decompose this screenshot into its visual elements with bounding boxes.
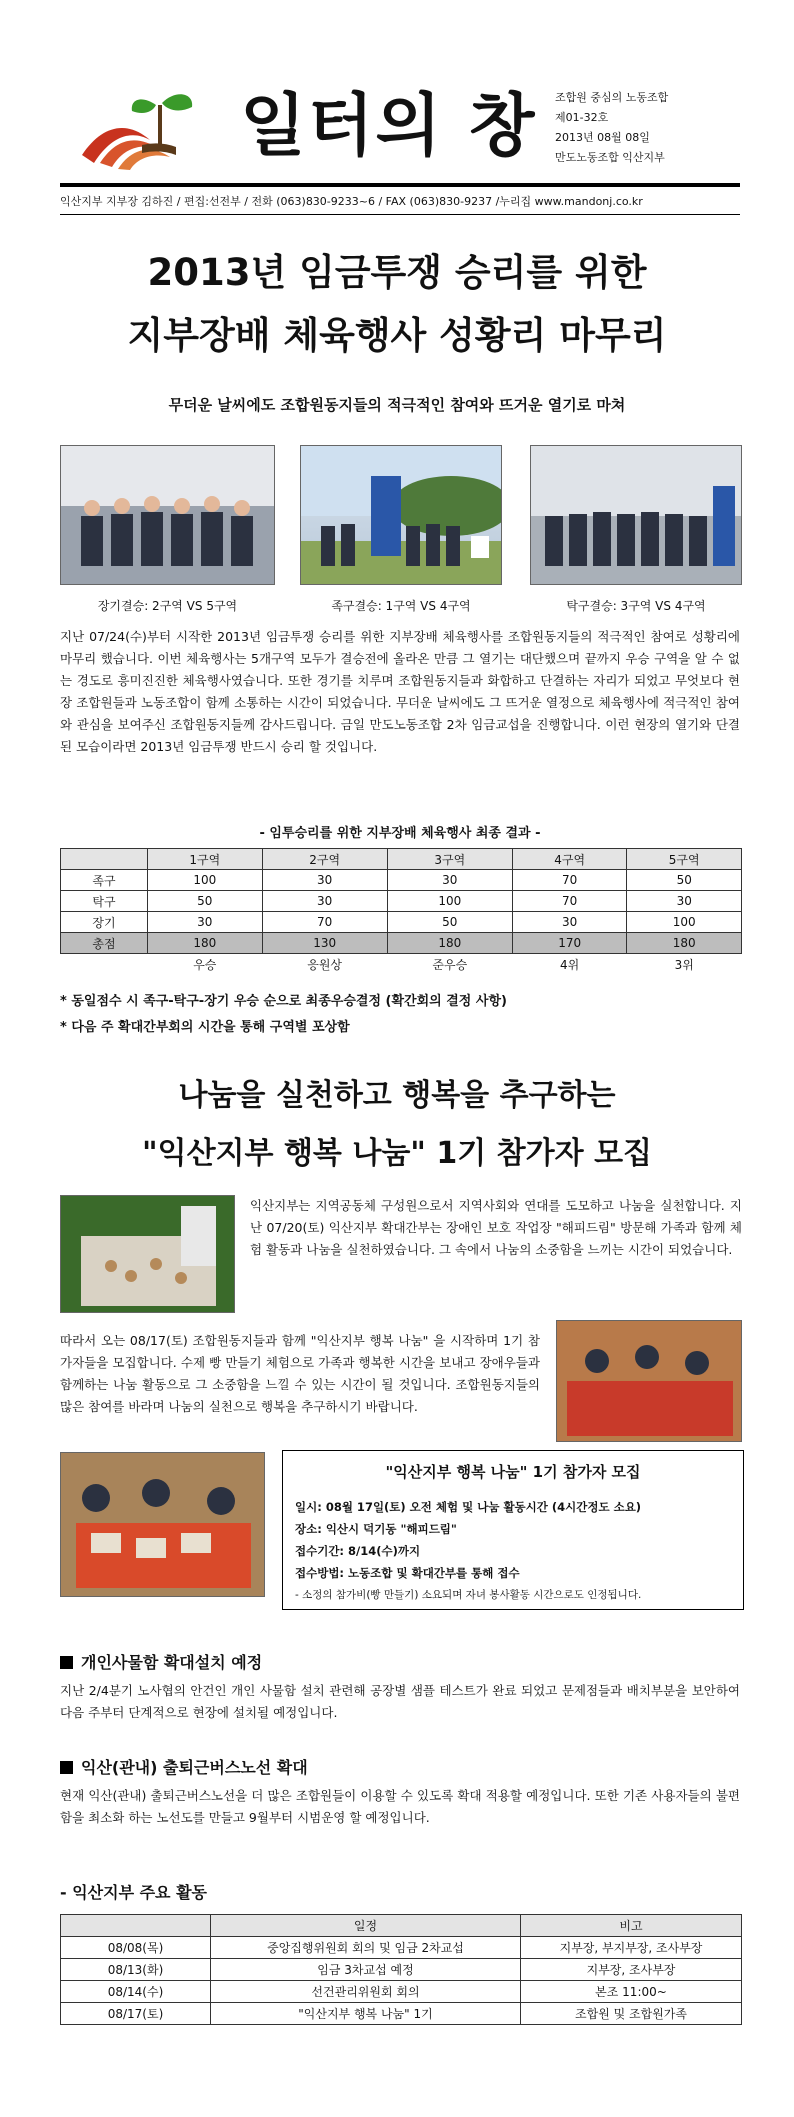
table-cell: 08/13(화) xyxy=(61,1959,211,1981)
table-cell: 탁구 xyxy=(61,891,148,912)
table-cell: 50 xyxy=(387,912,512,933)
activities-table xyxy=(60,1914,742,2025)
table-cell: 08/08(목) xyxy=(61,1937,211,1959)
photo-footvolley-final-image xyxy=(301,446,502,585)
table-header-cell: 3구역 xyxy=(387,849,512,870)
table-cell: 지부장, 부지부장, 조사부장 xyxy=(521,1937,742,1959)
issue-info-line: 조합원 중심의 노동조합 xyxy=(555,91,669,104)
newsletter-title: 일터의 창 xyxy=(240,87,537,166)
table-row xyxy=(61,1959,742,1981)
table-cell: 170 xyxy=(512,933,627,954)
table-cell: 70 xyxy=(262,912,387,933)
results-table-title: - 임투승리를 위한 지부장배 체육행사 최종 결과 - xyxy=(259,826,541,841)
section-bus-title xyxy=(60,1755,308,1778)
table-cell: 조합원 및 조합원가족 xyxy=(521,2003,742,2025)
recruitment-box-title: "익산지부 행복 나눔" 1기 참가자 모집 xyxy=(385,1463,641,1481)
table-cell: 30 xyxy=(387,870,512,891)
photo-volunteer-group xyxy=(60,1452,265,1597)
masthead-rule xyxy=(60,183,740,187)
photo-volunteer-table-image xyxy=(557,1321,742,1442)
photo-caption: 장기결승: 2구역 VS 5구역 xyxy=(97,599,238,613)
table-cell: "익산지부 행복 나눔" 1기 xyxy=(211,2003,521,2025)
table-row xyxy=(61,2003,742,2025)
results-table xyxy=(60,848,742,975)
table-row xyxy=(61,891,742,912)
issue-info xyxy=(555,88,668,168)
table-total-row xyxy=(61,933,742,954)
photo-volunteer-table xyxy=(556,1320,742,1442)
section-locker-title xyxy=(60,1650,262,1673)
table-cell: 100 xyxy=(387,891,512,912)
headline-line-2: 지부장배 체육행사 성황리 마무리 xyxy=(127,314,667,357)
photo-tabletennis-final xyxy=(530,445,742,585)
recruitment-detail: 장소: 익산시 덕기동 "해피드림" xyxy=(295,1522,457,1536)
results-note: * 동일점수 시 족구-탁구-장기 우승 순으로 최종우승결정 (확간회의 결정 사항) xyxy=(60,994,507,1009)
table-cell: 3위 xyxy=(674,957,694,972)
table-header-cell: 비고 xyxy=(521,1915,742,1937)
table-cell: 30 xyxy=(148,912,263,933)
photo-chess-final-image xyxy=(61,446,275,585)
table-cell: 총점 xyxy=(61,933,148,954)
section-locker-title-text: 개인사물함 확대설치 예정 xyxy=(81,1653,263,1672)
table-row xyxy=(61,1981,742,2003)
table-cell: 임금 3차교섭 예정 xyxy=(211,1959,521,1981)
recruitment-detail: 접수기간: 8/14(수)까지 xyxy=(295,1544,421,1558)
recruitment-detail: 일시: 08월 17일(토) 오전 체험 및 나눔 활동시간 (4시간정도 소요) xyxy=(295,1500,642,1514)
recruitment-box xyxy=(282,1450,744,1610)
table-cell: 준우승 xyxy=(432,957,468,972)
issue-info-line: 2013년 08월 08일 xyxy=(555,131,650,144)
table-cell: 50 xyxy=(627,870,742,891)
table-cell: 70 xyxy=(512,870,627,891)
recruitment-detail: 접수방법: 노동조합 및 확대간부를 통해 접수 xyxy=(295,1566,520,1580)
table-cell: 중앙집행위원회 회의 및 임금 2차교섭 xyxy=(211,1937,521,1959)
table-row xyxy=(61,1937,742,1959)
photo-bread-making-image xyxy=(61,1196,235,1313)
table-cell: 응원상 xyxy=(307,957,343,972)
table-header-cell xyxy=(61,1915,211,1937)
table-cell: 130 xyxy=(262,933,387,954)
results-note: * 다음 주 확대간부회의 시간을 통해 구역별 포상함 xyxy=(60,1020,350,1035)
table-row xyxy=(61,912,742,933)
headline-line-1: 2013년 임금투쟁 승리를 위한 xyxy=(147,251,647,294)
table-cell: 본조 11:00~ xyxy=(521,1981,742,2003)
table-cell: 180 xyxy=(148,933,263,954)
photo-chess-final xyxy=(60,445,275,585)
table-header-cell xyxy=(61,849,148,870)
sharing-headline-1: 나눔을 실천하고 행복을 추구하는 xyxy=(178,1078,616,1113)
subheadline: 무더운 날씨에도 조합원동지들의 적극적인 참여와 뜨거운 열기로 마쳐 xyxy=(168,396,626,414)
table-cell: 50 xyxy=(148,891,263,912)
sharing-headline-2: "익산지부 행복 나눔" 1기 참가자 모집 xyxy=(141,1136,653,1171)
union-logo xyxy=(72,85,222,170)
table-cell: 선건관리위원회 회의 xyxy=(211,1981,521,2003)
table-cell: 30 xyxy=(262,891,387,912)
table-cell: 우승 xyxy=(193,957,217,972)
section-bus-body: 현재 익산(관내) 출퇴근버스노선을 더 많은 조합원들이 이용할 수 있도록 확대 적용할 예정입니다. 또한 기존 사용자들의 불편함을 최소화 하는 노선도를 만들고 9월부터 시범운영 할 예정입니다. xyxy=(60,1788,740,1825)
table-header-cell: 1구역 xyxy=(148,849,263,870)
table-cell: 4위 xyxy=(560,957,580,972)
article-body: 지난 07/24(수)부터 시작한 2013년 임금투쟁 승리를 위한 지부장배 체육행사를 조합원동지들의 적극적인 참여로 성황리에 마무리 했습니다. 이번 체육행사는 5개구역 모두가 결승전에 올라온 만큼 그 열기는 대단했으며 끝까지 우승 구역을 알 수 없는 경도로 흥미진진한 체육행사였습니다. 또한 경기를 치루며 조합원동지들과 화합하고 단결하는 자리가 되었고 무엇보다 현장 조합원들과 노동조합이 함께 소통하는 시간이 되었습니다. 무더운 날씨에도 그 뜨거운 열정으로 체육행사에 적극적인 참여와 관심을 보여주신 조합원동지들께 감사드립니다. 금일 만도노동조합 2차 임금교섭을 진행합니다. 이런 현장의 열기와 단결된 모습이라면 2013년 임금투쟁 반드시 승리 할 것입니다. xyxy=(60,629,740,754)
table-header-row xyxy=(61,849,742,870)
section-bus-title-text: 익산(관내) 출퇴근버스노선 확대 xyxy=(81,1758,308,1777)
table-cell xyxy=(61,954,148,975)
contact-line: 익산지부 지부장 김하진 / 편집:선전부 / 전화 (063)830-9233~6 / FAX (063)830-9237 /누리집 www.mandonj.co.kr xyxy=(60,195,643,208)
table-cell: 08/17(토) xyxy=(61,2003,211,2025)
square-bullet-icon xyxy=(60,1761,73,1774)
contact-rule xyxy=(60,214,740,215)
photo-caption: 족구결승: 1구역 VS 4구역 xyxy=(331,599,471,613)
table-cell: 180 xyxy=(627,933,742,954)
table-cell: 70 xyxy=(512,891,627,912)
activities-title: - 익산지부 주요 활동 xyxy=(60,1883,207,1902)
table-header-cell: 4구역 xyxy=(512,849,627,870)
table-cell: 08/14(수) xyxy=(61,1981,211,2003)
table-cell: 100 xyxy=(627,912,742,933)
photo-footvolley-final xyxy=(300,445,502,585)
square-bullet-icon xyxy=(60,1656,73,1669)
table-header-row xyxy=(61,1915,742,1937)
table-cell: 30 xyxy=(262,870,387,891)
table-cell: 족구 xyxy=(61,870,148,891)
table-row xyxy=(61,870,742,891)
table-header-cell: 5구역 xyxy=(627,849,742,870)
photo-volunteer-group-image xyxy=(61,1453,265,1597)
table-cell: 100 xyxy=(148,870,263,891)
table-cell: 30 xyxy=(512,912,627,933)
issue-info-line: 제01-32호 xyxy=(555,111,609,124)
sharing-paragraph-1: 익산지부는 지역공동체 구성원으로서 지역사회와 연대를 도모하고 나눔을 실천합니다. 지난 07/20(토) 익산지부 확대간부는 장애인 보호 작업장 "해피드림" 방문해 가족과 함께 체험 활동과 나눔을 실천하였습니다. 그 속에서 나눔의 소중함을 느끼는 시간이 되었습니다. xyxy=(250,1198,742,1257)
section-locker-body: 지난 2/4분기 노사협의 안건인 개인 사물함 설치 관련해 공장별 샘플 테스트가 완료 되었고 문제점들과 배치부분을 보안하여 다음 주부터 단계적으로 현장에 설치될 예정입니다. xyxy=(60,1683,740,1720)
table-header-cell: 2구역 xyxy=(262,849,387,870)
issue-info-line: 만도노동조합 익산지부 xyxy=(555,151,665,164)
recruitment-footnote: - 소정의 참가비(빵 만들기) 소요되며 자녀 봉사활동 시간으로도 인정됩니다. xyxy=(295,1589,642,1601)
photo-caption: 탁구결승: 3구역 VS 4구역 xyxy=(566,599,706,613)
table-header-cell: 일정 xyxy=(211,1915,521,1937)
photo-bread-making xyxy=(60,1195,235,1313)
sharing-paragraph-2: 따라서 오는 08/17(토) 조합원동지들과 함께 "익산지부 행복 나눔" 을 시작하며 1기 참가자들을 모집합니다. 수제 빵 만들기 체험으로 가족과 행복한 시간을 보내고 장애우들과 함께하는 나눔 활동으로 그 소중함을 느낄 수 있는 시간이 될 것입니다. 조합원동지들의 많은 참여를 바라며 나눔의 실천으로 행복을 추구하시기 바랍니다. xyxy=(60,1333,540,1414)
table-cell: 장기 xyxy=(61,912,148,933)
photo-tabletennis-final-image xyxy=(531,446,742,585)
table-rank-row xyxy=(61,954,742,975)
table-cell: 지부장, 조사부장 xyxy=(521,1959,742,1981)
table-cell: 180 xyxy=(387,933,512,954)
table-cell: 30 xyxy=(627,891,742,912)
